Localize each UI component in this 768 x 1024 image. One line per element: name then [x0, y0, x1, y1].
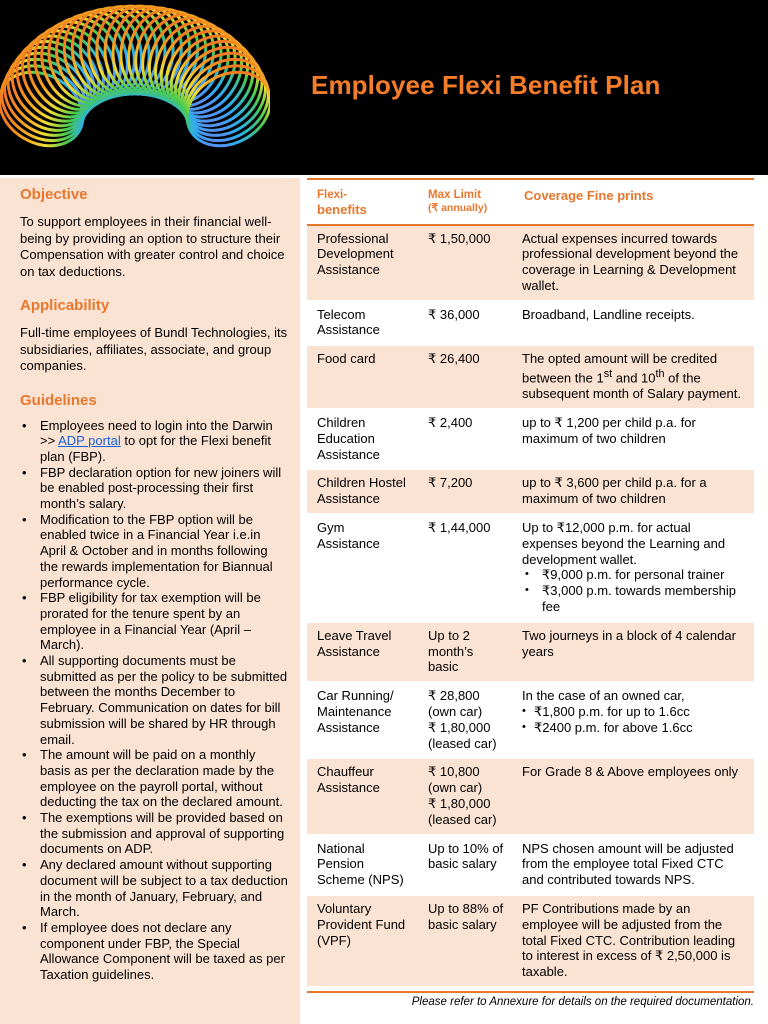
benefit-cell: Leave Travel Assistance [307, 622, 418, 682]
limit-cell: ₹ 36,000 [418, 301, 514, 346]
limit-cell [418, 682, 514, 758]
guidelines-heading: Guidelines [20, 391, 97, 409]
coverage-text: The opted amount will be credited between the 1 [522, 351, 718, 386]
footnote: Please refer to Annexure for details on the required documentation. [307, 991, 754, 1008]
table-row [307, 895, 754, 987]
adp-portal-link[interactable]: ADP portal [58, 433, 121, 449]
slinky-spring-icon [0, 0, 270, 175]
benefit-cell: Children Education Assistance [307, 409, 418, 469]
coverage-cell: PF Contributions made by an employee will be adjusted from the total Fixed CTC. Contribution leading to interest in excess of ₹ 2,50,000 is taxable. [514, 895, 754, 987]
applicability-heading: Applicability [20, 297, 110, 314]
benefits-table-wrapper [307, 178, 754, 988]
col-header-line: Max Limit [428, 189, 482, 201]
limit-line: ₹ 28,800 (own car) [428, 688, 483, 719]
coverage-cell: Actual expenses incurred towards professional development beyond the coverage in Learning & Development wallet. [514, 225, 754, 301]
guideline-item: • FBP eligibility for tax exemption will be prorated for the tenure spent by an employee in a Financial Year (April – March). [20, 590, 288, 653]
coverage-text: of the subsequent month of Salary payment. [522, 370, 741, 402]
guideline-item: • If employee does not declare any component under FBP, the Special Allowance Component will be taxed as per Taxation guidelines. [20, 920, 288, 983]
document-title: Employee Flexi Benefit Plan [311, 70, 661, 100]
col-header-line: Flexi- [317, 189, 348, 201]
benefit-cell: Professional Development Assistance [307, 225, 418, 301]
guideline-item [20, 418, 288, 465]
coverage-cell: For Grade 8 & Above employees only [514, 758, 754, 834]
benefit-cell: Voluntary Provident Fund (VPF) [307, 895, 418, 987]
coverage-cell [514, 345, 754, 409]
limit-cell: ₹ 1,44,000 [418, 514, 514, 622]
table-header-row [307, 179, 754, 225]
limit-cell: ₹ 1,50,000 [418, 225, 514, 301]
coverage-cell [514, 514, 754, 622]
coverage-cell: up to ₹ 3,600 per child p.a. for a maximum of two children [514, 469, 754, 514]
table-row [307, 301, 754, 346]
guideline-item: • Modification to the FBP option will be enabled twice in a Financial Year i.e.in April & October and in months following the rewards implementation for Biannual performance cycle. [20, 512, 288, 591]
limit-cell: Up to 10% of basic salary [418, 835, 514, 895]
col-header-max-limit [418, 179, 514, 225]
coverage-cell: up to ₹ 1,200 per child p.a. for maximum of two children [514, 409, 754, 469]
table-row [307, 682, 754, 758]
gym-sub-list [522, 567, 744, 614]
table-row [307, 409, 754, 469]
limit-cell: ₹ 26,400 [418, 345, 514, 409]
benefit-cell: National Pension Scheme (NPS) [307, 835, 418, 895]
limit-cell: ₹ 7,200 [418, 469, 514, 514]
coverage-text: Up to ₹12,000 p.m. for actual expenses beyond the Learning and development wallet. [522, 519, 726, 567]
limit-cell [418, 758, 514, 834]
benefit-cell: Telecom Assistance [307, 301, 418, 346]
limit-cell: Up to 88% of basic salary [418, 895, 514, 987]
table-row [307, 514, 754, 622]
sub-list-item: • ₹3,000 p.m. towards membership fee [522, 583, 744, 615]
car-sub-list [522, 704, 744, 736]
table-row [307, 622, 754, 682]
guideline-text: to opt for the Flexi benefit plan (FBP). [40, 433, 272, 464]
applicability-text: Full-time employees of Bundl Technologies, its subsidiaries, affiliates, associate, and group companies. [20, 325, 288, 373]
col-header-line: benefits [317, 202, 367, 217]
table-row [307, 225, 754, 301]
header-banner [0, 0, 768, 175]
sub-list-item: • ₹1,800 p.m. for up to 1.6cc [522, 704, 744, 720]
table-row [307, 345, 754, 409]
sidebar-panel [0, 178, 300, 1024]
limit-line: ₹ 1,80,000 (leased car) [428, 795, 497, 827]
limit-cell: Up to 2 month’s basic [418, 622, 514, 682]
ordinal-suffix: th [655, 368, 665, 381]
limit-cell: ₹ 2,400 [418, 409, 514, 469]
guideline-text: Employees need to login into the Darwin >> [40, 417, 273, 449]
guideline-item: • The amount will be paid on a monthly basis as per the declaration made by the employee on the payroll portal, without deducting the tax on the declared amount. [20, 747, 288, 810]
guidelines-list [20, 418, 288, 983]
guideline-item: • All supporting documents must be submitted as per the policy to be submitted between the months December to February. Communication on dates for bill submission will be shared by HR through email. [20, 653, 288, 747]
sub-list-item: • ₹2400 p.m. for above 1.6cc [522, 720, 744, 736]
coverage-text: In the case of an owned car, [522, 688, 685, 704]
benefit-cell: Car Running/ Maintenance Assistance [307, 682, 418, 758]
guideline-item: • The exemptions will be provided based on the submission and approval of supporting documents on ADP. [20, 810, 288, 857]
table-row [307, 469, 754, 514]
benefit-cell: Children Hostel Assistance [307, 469, 418, 514]
table-row [307, 835, 754, 895]
coverage-cell: Two journeys in a block of 4 calendar years [514, 622, 754, 682]
limit-line: ₹ 10,800 (own car) [428, 764, 483, 796]
sub-list-item: • ₹9,000 p.m. for personal trainer [522, 567, 744, 583]
ordinal-suffix: st [603, 368, 613, 381]
guideline-item: • Any declared amount without supporting document will be subject to a tax deduction in the month of January, February, and March. [20, 857, 288, 920]
coverage-cell [514, 682, 754, 758]
coverage-cell: Broadband, Landline receipts. [514, 301, 754, 346]
benefit-cell: Gym Assistance [307, 514, 418, 622]
limit-line: ₹ 1,80,000 (leased car) [428, 719, 497, 751]
col-header-flexi-benefits [307, 179, 418, 225]
coverage-cell: NPS chosen amount will be adjusted from the employee total Fixed CTC and contributed towards NPS. [514, 835, 754, 895]
objective-text: To support employees in their financial well-being by providing an option to structure their Compensation with greater control and choice on tax deductions. [20, 214, 285, 279]
benefit-cell: Food card [307, 345, 418, 409]
table-row [307, 758, 754, 834]
objective-heading: Objective [20, 186, 88, 203]
benefits-table [307, 178, 754, 988]
coverage-text: and 10 [612, 370, 656, 386]
benefit-cell: Chauffeur Assistance [307, 758, 418, 834]
col-header-line: (₹ annually) [428, 202, 488, 214]
guideline-item: • FBP declaration option for new joiners will be enabled post-processing their first month’s salary. [20, 465, 288, 512]
col-header-coverage: Coverage Fine prints [514, 179, 754, 225]
